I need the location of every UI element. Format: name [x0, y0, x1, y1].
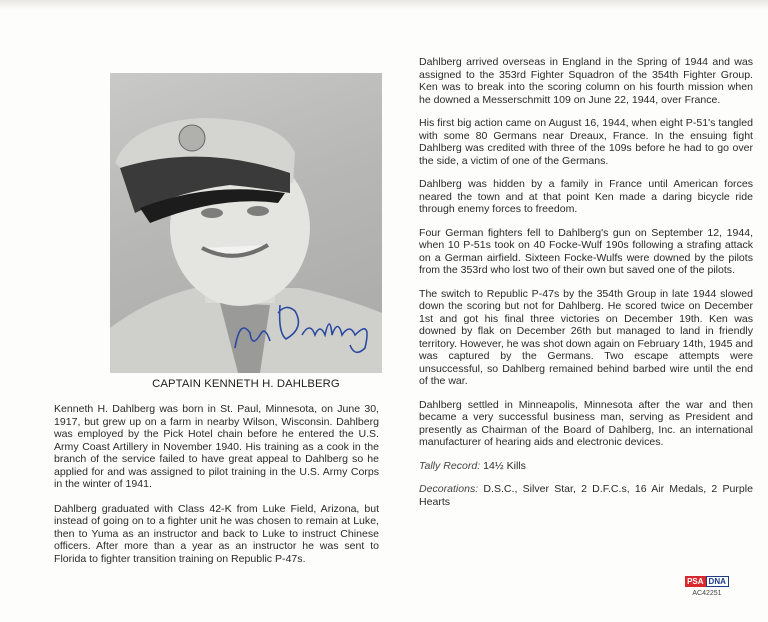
bio-paragraph: Dahlberg settled in Minneapolis, Minnesota after the war and then became a very successful business man, serving as President and presently as Chairman of the Board of Dahlberg, Inc. an international manufacturer of hearing aids and electronic devices.: [419, 398, 753, 448]
authentication-sticker: [679, 576, 735, 597]
psa-logo-text: PSA: [687, 577, 704, 586]
decorations: [419, 483, 753, 508]
psa-dna-logo: [679, 576, 735, 587]
bio-paragraph: The switch to Republic P-47s by the 354th Group in late 1944 slowed down the scoring but not for Dahlberg. He scored twice on December 1st and got his final three victories on December 19th. Ken was downed by flak on December 26th but managed to land in friendly territory. However, he was shot down again on February 14th, 1945 and was captured by the Germans. Two escape attempts were unsuccessful, so Dahlberg remained behind barbed wire until the end of the war.: [419, 287, 753, 387]
left-eye-shape: [201, 208, 223, 218]
cap-badge-icon: [179, 125, 205, 151]
decorations-value: D.S.C., Silver Star, 2 D.F.C.s, 16 Air Medals, 2 Purple Hearts: [419, 483, 753, 508]
bio-paragraph: Dahlberg was hidden by a family in France until American forces neared the town and at that point Ken made a daring bicycle ride through enemy forces to freedom.: [419, 178, 753, 215]
right-eye-shape: [247, 206, 269, 216]
bio-paragraph: Dahlberg arrived overseas in England in the Spring of 1944 and was assigned to the 353rd Fighter Squadron of the 354th Fighter Group. Ken was to break into the scoring column on his fourth mission when he downed a Messerschmitt 109 on June 22, 1944, over France.: [419, 56, 753, 106]
tally-label: Tally Record:: [419, 459, 481, 472]
certificate-number: AC42251: [692, 590, 722, 597]
bio-paragraph: His first big action came on August 16, 1944, when eight P-51's tangled with some 80 Germans near Dreaux, France. In the ensuing fight Dahlberg was credited with three of the 109s before he had to go over the side, a victim of one of the Germans.: [419, 117, 753, 167]
portrait-photo: [110, 73, 382, 373]
portrait-illustration: [110, 73, 382, 373]
dna-logo-text: DNA: [706, 576, 729, 587]
page-edge: [0, 0, 768, 10]
bio-paragraph: Four German fighters fell to Dahlberg's gun on September 12, 1944, when 10 P-51s took on 40 Focke-Wulf 190s following a strafing attack on a German airfield. Sixteen Focke-Wulfs were downed by the pilots from the 353rd who lost two of their own but saved one of the pilots.: [419, 226, 753, 276]
right-column: [419, 56, 753, 519]
left-column: [54, 403, 379, 577]
tally-record: [419, 460, 753, 473]
photo-caption: CAPTAIN KENNETH H. DAHLBERG: [152, 378, 340, 390]
bio-paragraph: Dahlberg graduated with Class 42-K from Luke Field, Arizona, but instead of going on to a fighter unit he was chosen to remain at Luke, then to Yuma as an instructor and back to Luke to instruct Chinese officers. After more than a year as an instructor he was sent to Florida to fighter transition training on Republic P-47s.: [54, 502, 379, 565]
decorations-label: Decorations:: [419, 483, 479, 495]
bio-paragraph: Kenneth H. Dahlberg was born in St. Paul, Minnesota, on June 30, 1917, but grew up on a farm in nearby Wilson, Wisconsin. Dahlberg was employed by the Pick Hotel chain before he entered the U.S. Army Coast Artillery in November 1940. His training as a cook in the branch of the service failed to have great appeal to Dahlberg so he applied for and was assigned to pilot training in the U.S. Army Corps in the winter of 1941.: [54, 403, 379, 490]
tally-value: 14½ Kills: [483, 459, 526, 472]
